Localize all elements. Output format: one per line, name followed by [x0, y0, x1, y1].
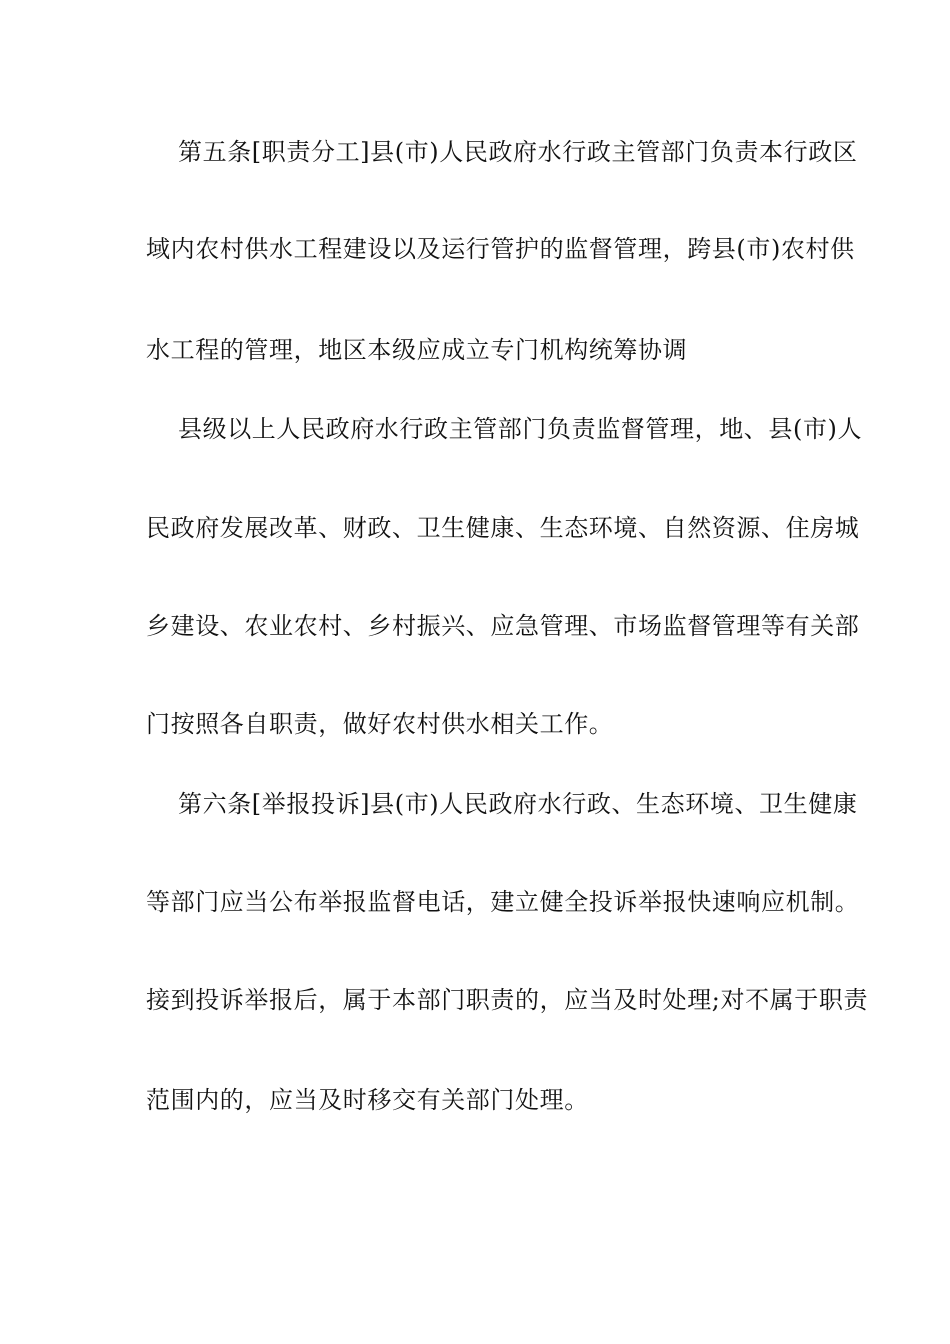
article-5-line-2: 域内农村供水工程建设以及运行管护的监督管理，跨县(市)农村供 [146, 235, 855, 263]
article-5-para-2-line-3: 乡建设、农业农村、乡村振兴、应急管理、市场监督管理等有关部 [146, 612, 860, 640]
article-6-line-2: 等部门应当公布举报监督电话，建立健全投诉举报快速响应机制。 [146, 888, 860, 916]
article-5-line-1: 第五条[职责分工]县(市)人民政府水行政主管部门负责本行政区 [178, 138, 858, 166]
article-5-line-3: 水工程的管理，地区本级应成立专门机构统筹协调 [146, 336, 688, 364]
article-5-para-2-line-4: 门按照各自职责，做好农村供水相关工作。 [146, 710, 614, 738]
article-5-para-2-line-1: 县级以上人民政府水行政主管部门负责监督管理，地、县(市)人 [178, 415, 863, 443]
article-6-line-1: 第六条[举报投诉]县(市)人民政府水行政、生态环境、卫生健康 [178, 790, 858, 818]
article-6-line-3: 接到投诉举报后，属于本部门职责的，应当及时处理;对不属于职责 [146, 986, 869, 1014]
article-5-para-2-line-2: 民政府发展改革、财政、卫生健康、生态环境、自然资源、住房城 [146, 514, 860, 542]
article-6-line-4: 范围内的，应当及时移交有关部门处理。 [146, 1086, 589, 1114]
